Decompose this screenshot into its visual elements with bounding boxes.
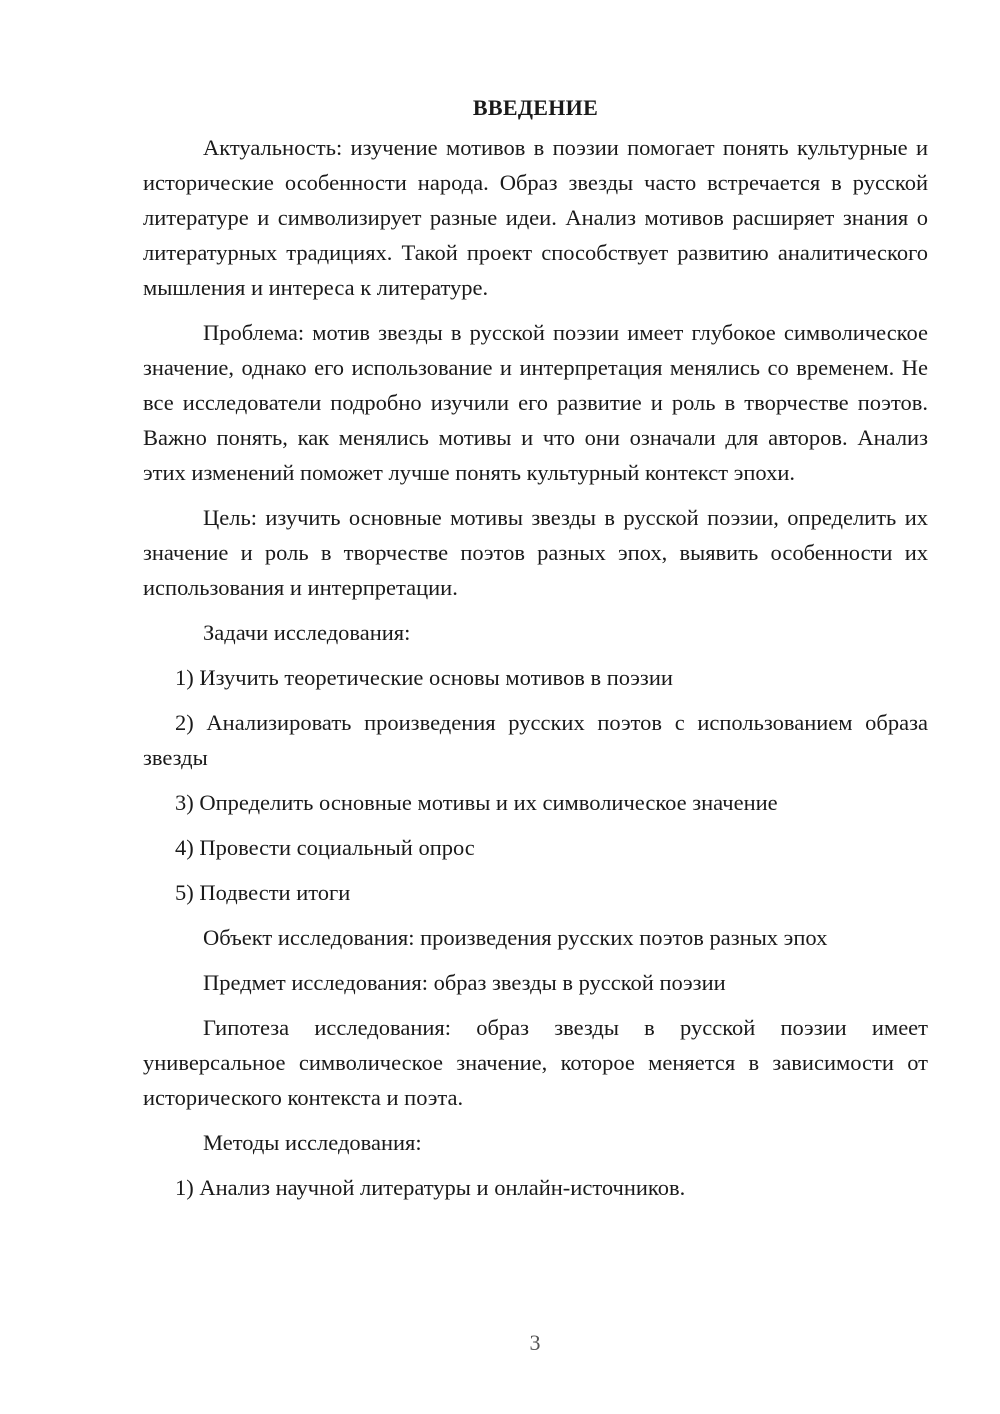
task-item: 4) Провести социальный опрос [175,835,475,860]
hypothesis-paragraph: Гипотеза исследования: образ звезды в русской поэзии имеет универсальное символическое значение, которое меняется в зависимости от исторического контекста и поэта. [143,1015,928,1110]
task-item: 2) Анализировать произведения русских поэтов с использованием образа звезды [143,710,928,770]
task-item: 1) Изучить теоретические основы мотивов в поэзии [175,665,673,690]
task-item: 3) Определить основные мотивы и их символическое значение [175,790,778,815]
page-title: ВВЕДЕНИЕ [472,95,599,120]
method-item: 1) Анализ научной литературы и онлайн-источников. [175,1175,686,1200]
object-line: Объект исследования: произведения русских поэтов разных эпох [203,925,828,950]
page-number: 3 [529,1330,541,1355]
tasks-heading: Задачи исследования: [203,620,411,645]
document-page [143,90,928,1215]
subject-line: Предмет исследования: образ звезды в русской поэзии [203,970,726,995]
methods-heading: Методы исследования: [203,1130,422,1155]
problem-paragraph: Проблема: мотив звезды в русской поэзии имеет глубокое символическое значение, однако его использование и интерпретация менялись со временем. Не все исследователи подробно изучили его развитие и роль в творчестве поэтов. Важно понять, как менялись мотивы и что они означали для авторов. Анализ этих изменений поможет лучше понять культурный контекст эпохи. [143,320,928,485]
task-item: 5) Подвести итоги [175,880,351,905]
relevance-paragraph: Актуальность: изучение мотивов в поэзии помогает понять культурные и исторические особенности народа. Образ звезды часто встречается в русской литературе и символизирует разные идеи. Анализ мотивов расширяет знания о литературных традициях. Такой проект способствует развитию аналитического мышления и интереса к литературе. [143,135,928,300]
goal-paragraph: Цель: изучить основные мотивы звезды в русской поэзии, определить их значение и роль в творчестве поэтов разных эпох, выявить особенности их использования и интерпретации. [143,505,928,600]
